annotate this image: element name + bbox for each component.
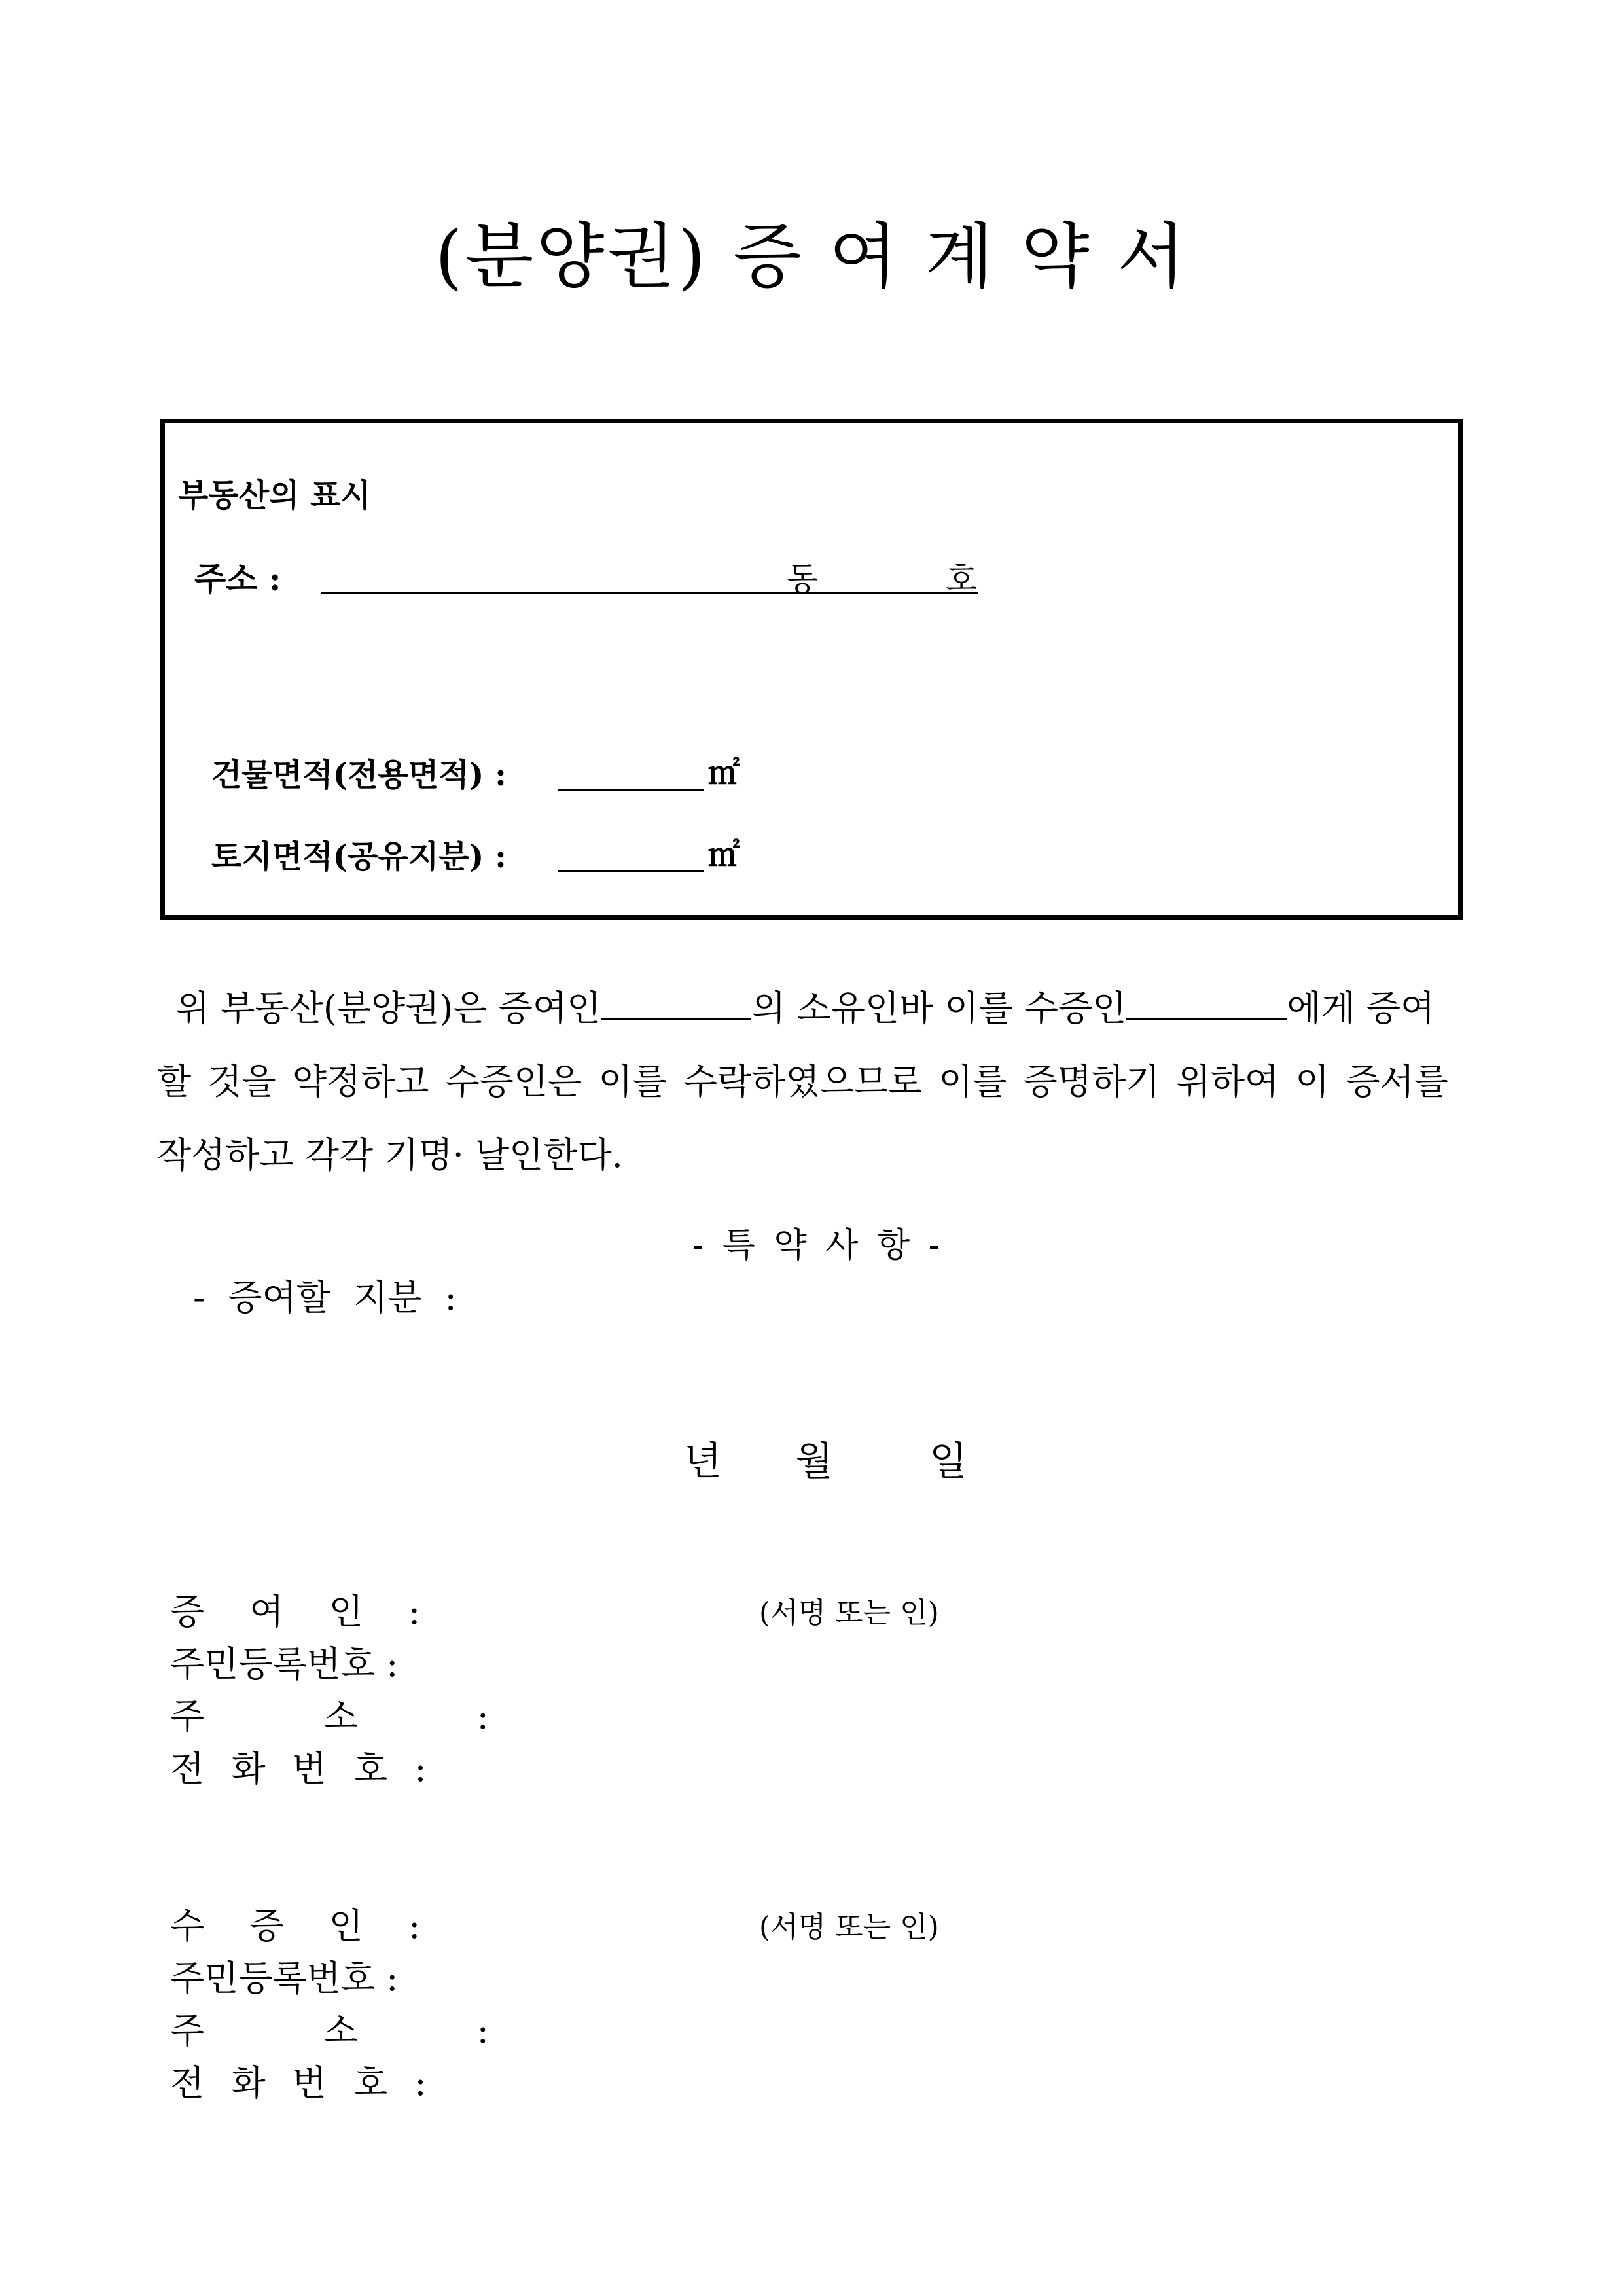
dong-label: 동 xyxy=(787,560,819,598)
donor-id-label: 주민등록번호 : xyxy=(170,1643,399,1685)
paragraph-line1-part-c: 에게 증여 xyxy=(1287,988,1435,1029)
date-day: 일 xyxy=(929,1439,967,1484)
building-area-unit: ㎡ xyxy=(708,755,740,791)
donee-role-label: 수 증 인 : xyxy=(170,1905,421,1946)
donee-name-blank[interactable] xyxy=(1126,986,1287,1020)
paragraph-line-3: 작성하고 각각 기명· 날인한다. xyxy=(157,1134,623,1175)
date-year: 년 xyxy=(684,1439,722,1484)
document-title: (분양권) 증 여 계 약 서 xyxy=(435,216,1188,298)
contract-paragraph xyxy=(157,972,1479,1192)
donor-name-blank[interactable] xyxy=(601,986,751,1020)
special-terms-item: - 증여할 지분 : xyxy=(193,1277,457,1318)
special-terms-heading: - 특 약 사 항 - xyxy=(692,1226,944,1265)
donee-address-label: 주 소 : xyxy=(170,2010,489,2051)
paragraph-line-1 xyxy=(157,972,1479,1045)
land-area-label: 토지면적(공유지분) : xyxy=(211,838,507,875)
donor-phone-label: 전 화 번 호 : xyxy=(170,1748,427,1789)
address-blank[interactable] xyxy=(321,553,978,598)
paragraph-line1-part-b: 의 소유인바 이를 수증인 xyxy=(751,988,1127,1029)
building-area-label: 건물면적(전용면적) : xyxy=(211,757,507,793)
paragraph-line1-part-a: 위 부동산(분양권)은 증여인 xyxy=(175,988,601,1029)
land-area-unit: ㎡ xyxy=(708,836,740,873)
building-area-blank[interactable] xyxy=(558,749,704,791)
date-month: 월 xyxy=(795,1439,833,1484)
ho-label: 호 xyxy=(946,560,978,598)
address-label: 주소 : xyxy=(194,560,281,598)
paragraph-line-2: 할 것을 약정하고 수증인은 이를 수락하였으므로 이를 증명하기 위하여 이 증서를 xyxy=(157,1061,1449,1102)
land-area-blank[interactable] xyxy=(558,831,704,872)
donee-id-label: 주민등록번호 : xyxy=(170,1958,399,1999)
property-heading: 부동산의 표시 xyxy=(178,477,371,514)
donee-phone-label: 전 화 번 호 : xyxy=(170,2062,427,2104)
donor-address-label: 주 소 : xyxy=(170,1696,489,1737)
donor-sign-note: (서명 또는 인) xyxy=(759,1596,939,1630)
donor-role-label: 증 여 인 : xyxy=(170,1591,421,1632)
donee-sign-note: (서명 또는 인) xyxy=(759,1910,939,1944)
